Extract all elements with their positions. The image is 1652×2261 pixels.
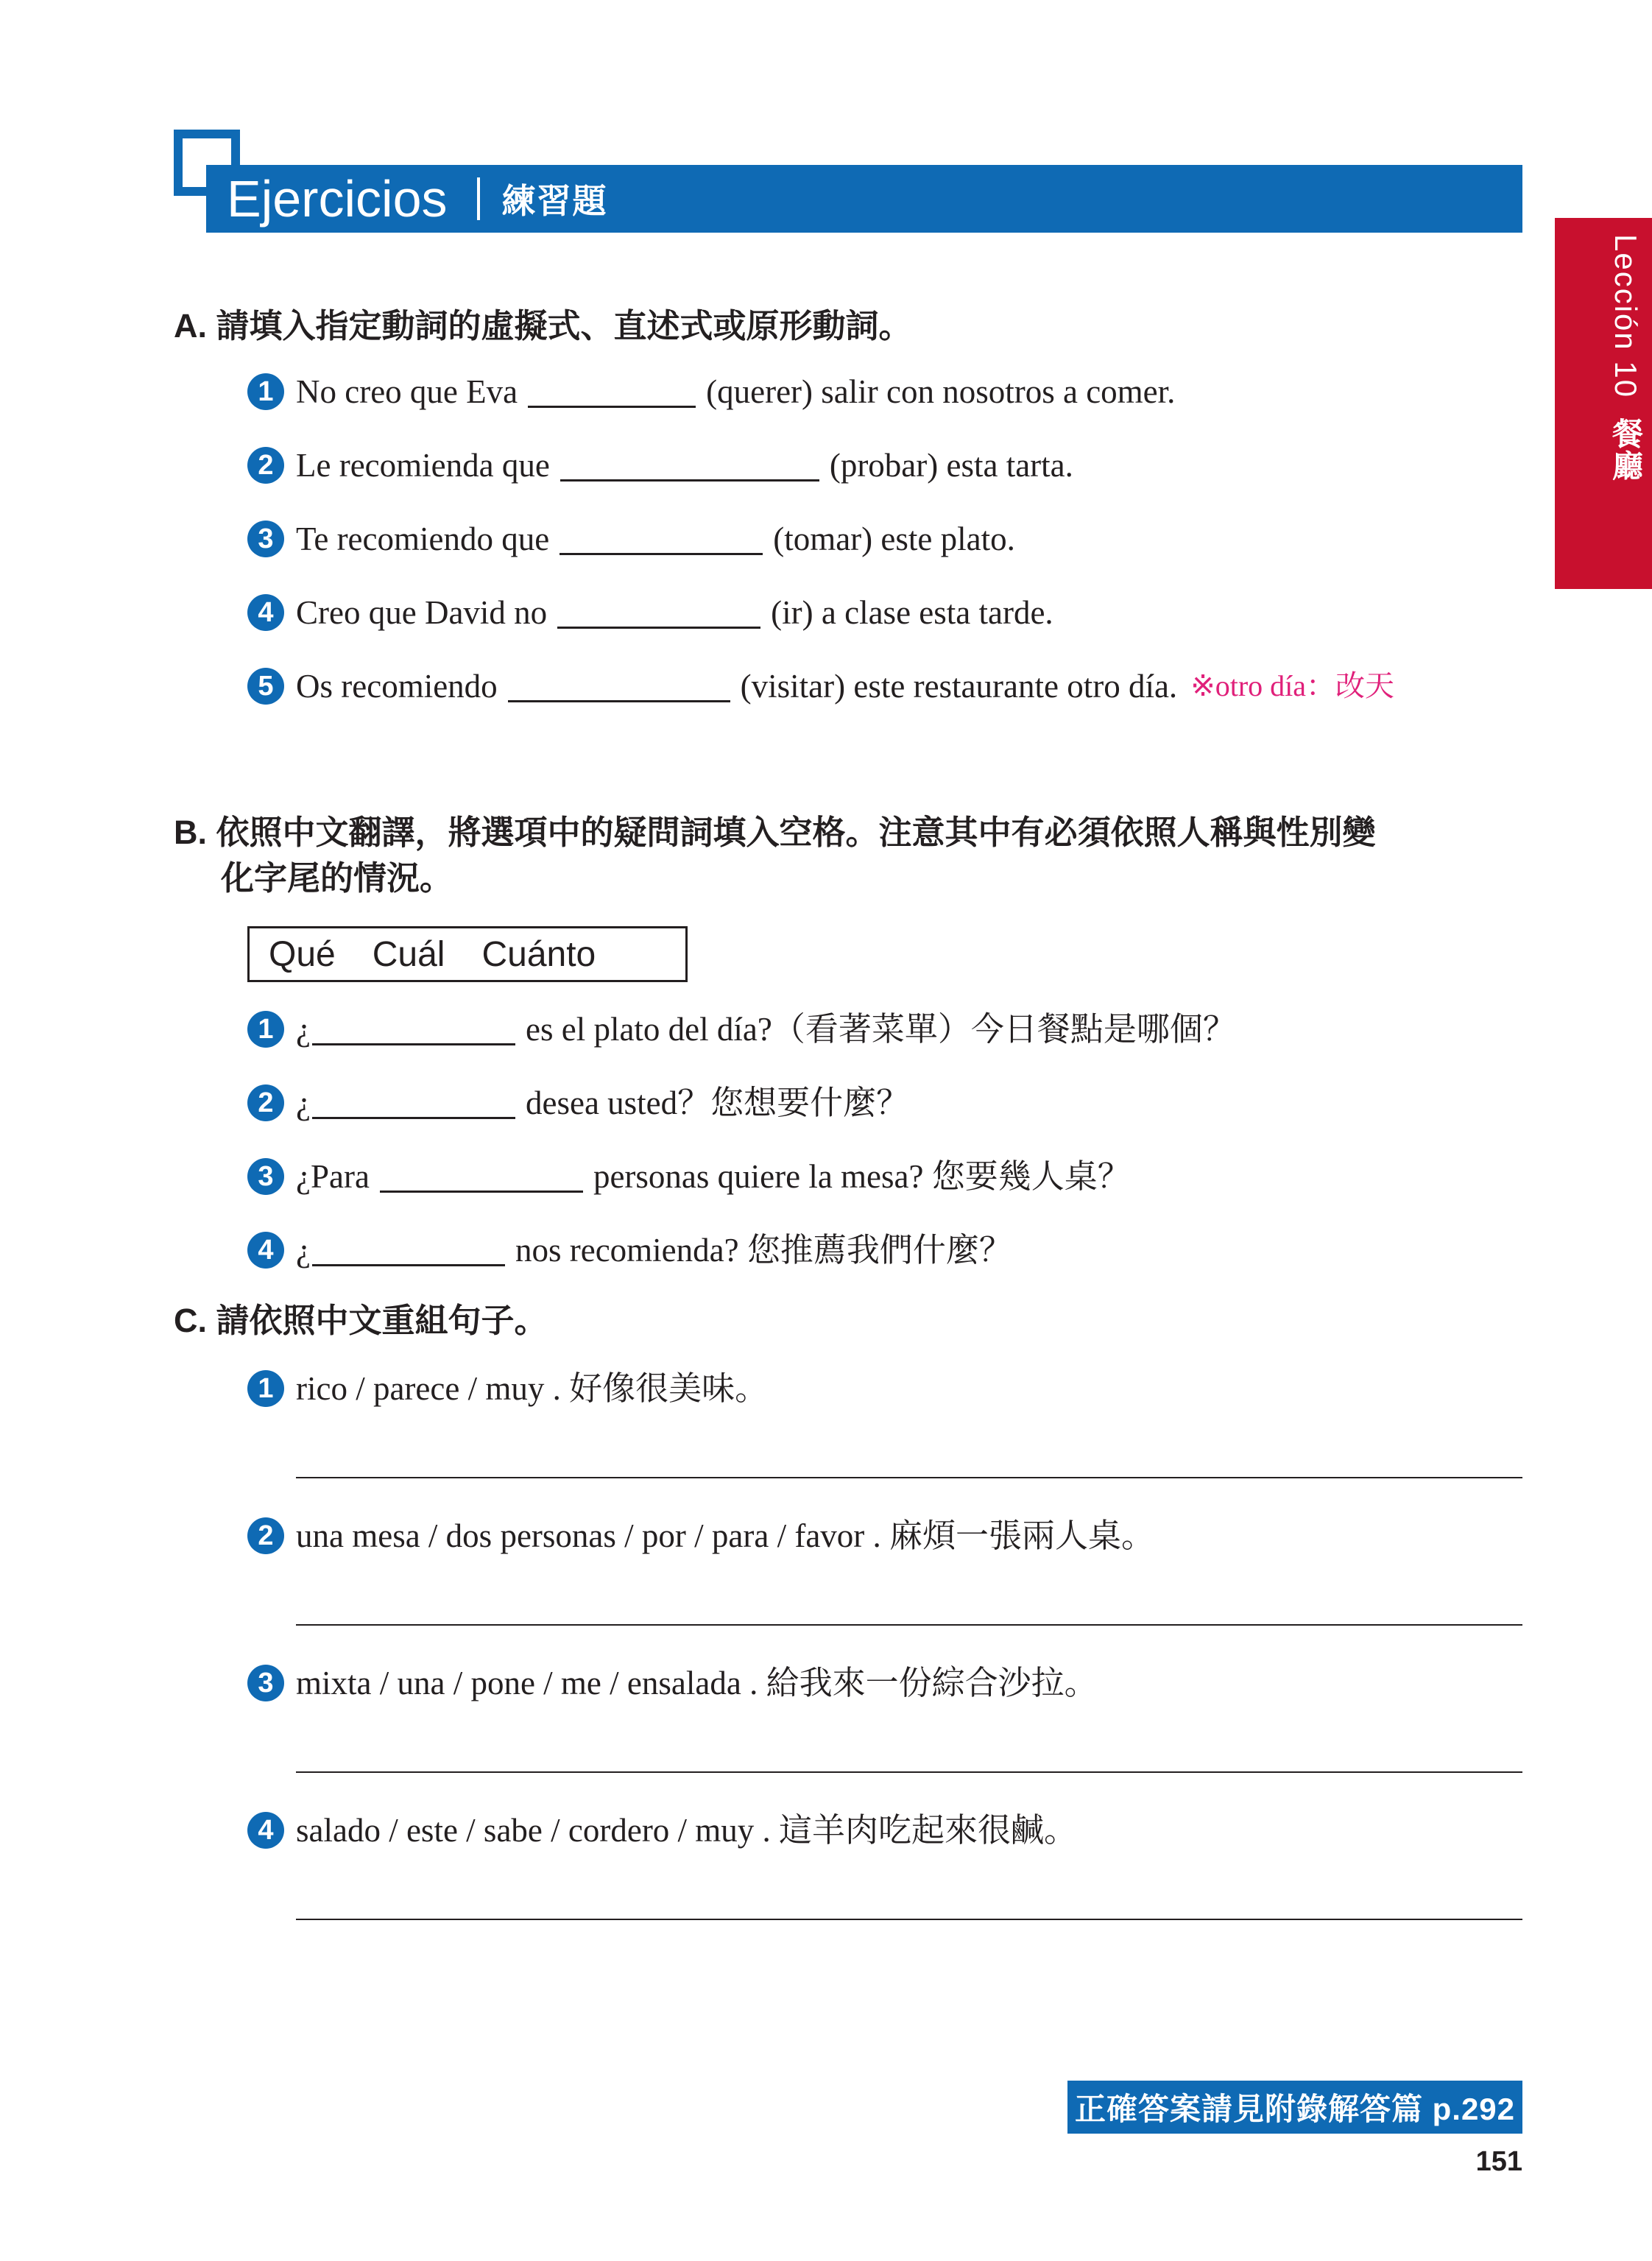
list-item	[247, 1228, 1012, 1272]
item-text: salado / este / sabe / cordero / muy . 這羊肉吃起來很鹹。	[296, 1812, 1078, 1849]
number-badge: 4	[247, 1812, 284, 1849]
page-title: Ejercicios	[227, 170, 448, 227]
item-text-after: nos recomienda? 您推薦我們什麼？	[515, 1232, 1012, 1269]
item-text: mixta / una / pone / me / ensalada . 給我來一份綜合沙拉。	[296, 1665, 1098, 1701]
list-item	[247, 443, 1073, 487]
number-badge: 3	[247, 1158, 284, 1195]
answer-blank[interactable]	[380, 1161, 583, 1193]
list-item	[247, 1808, 1077, 1852]
item-text-before: Le recomienda que	[296, 447, 550, 484]
list-item	[247, 1661, 1098, 1705]
option-word: Cuál	[372, 934, 445, 974]
section-a-heading: A. 請填入指定動詞的虛擬式、直述式或原形動詞。	[174, 307, 912, 345]
number-badge: 1	[247, 373, 284, 410]
item-text-before: ¿	[296, 1232, 311, 1269]
header-divider	[477, 177, 480, 220]
page-number: 151	[1475, 2146, 1522, 2177]
item-text-after: (tomar) este plato.	[773, 521, 1015, 557]
item-text: una mesa / dos personas / por / para / favor . 麻煩一張兩人桌。	[296, 1517, 1155, 1554]
item-text-before: ¿	[296, 1011, 311, 1048]
answer-blank[interactable]	[312, 1235, 505, 1266]
list-item	[247, 517, 1015, 561]
answer-line[interactable]	[296, 1771, 1522, 1773]
item-text-after: es el plato del día?（看著菜單）今日餐點是哪個？	[525, 1011, 1236, 1048]
item-text-before: Os recomiendo	[296, 668, 498, 705]
item-text-after: (querer) salir con nosotros a comer.	[706, 373, 1176, 410]
number-badge: 4	[247, 594, 284, 631]
list-item	[247, 1154, 1131, 1199]
lesson-label: Lección 10	[1609, 234, 1643, 399]
number-badge: 2	[247, 1084, 284, 1121]
answer-blank[interactable]	[528, 376, 696, 408]
answer-line[interactable]	[296, 1919, 1522, 1920]
answer-blank[interactable]	[312, 1014, 515, 1045]
page-subtitle: 練習題	[501, 182, 608, 220]
item-text-before: ¿	[296, 1084, 311, 1121]
number-badge: 5	[247, 668, 284, 705]
number-badge: 1	[247, 1370, 284, 1407]
option-word: Qué	[269, 934, 336, 974]
item-text-before: No creo que Eva	[296, 373, 518, 410]
number-badge: 3	[247, 1665, 284, 1701]
list-item	[247, 664, 1394, 708]
lesson-topic: 餐廳	[1609, 417, 1643, 483]
answer-reference-badge: 正確答案請見附錄解答篇 p.292	[1067, 2081, 1522, 2134]
section-c-heading: C. 請依照中文重組句子。	[174, 1302, 548, 1339]
number-badge: 1	[247, 1011, 284, 1048]
answer-blank[interactable]	[560, 450, 819, 482]
item-text-after: (ir) a clase esta tarde.	[771, 594, 1053, 631]
item-text: rico / parece / muy . 好像很美味。	[296, 1370, 769, 1407]
item-text-before: Creo que David no	[296, 594, 548, 631]
item-text-after: desea usted？您想要什麼？	[525, 1084, 910, 1121]
item-text-after: (visitar) este restaurante otro día.	[740, 668, 1178, 705]
list-item	[247, 590, 1053, 635]
section-b-heading-line1: B. 依照中文翻譯，將選項中的疑問詞填入空格。注意其中有必須依照人稱與性別變	[174, 814, 1376, 851]
list-item	[247, 370, 1175, 414]
item-text-after: personas quiere la mesa? 您要幾人桌？	[593, 1158, 1131, 1195]
option-word: Cuánto	[481, 934, 596, 974]
answer-blank[interactable]	[312, 1087, 515, 1119]
section-b-heading	[174, 810, 1376, 901]
answer-line[interactable]	[296, 1477, 1522, 1478]
vocab-note: ※otro día：改天	[1190, 669, 1395, 702]
answer-line[interactable]	[296, 1624, 1522, 1626]
number-badge: 4	[247, 1232, 284, 1269]
lesson-tab-text	[1603, 234, 1648, 482]
answer-blank[interactable]	[508, 671, 730, 702]
number-badge: 2	[247, 447, 284, 484]
section-b-heading-line2: 化字尾的情況。	[221, 859, 453, 897]
list-item	[247, 1007, 1236, 1051]
list-item	[247, 1514, 1154, 1558]
header-bar	[206, 165, 1522, 233]
number-badge: 2	[247, 1517, 284, 1554]
list-item	[247, 1366, 768, 1411]
item-text-before: ¿Para	[296, 1158, 370, 1195]
item-text-before: Te recomiendo que	[296, 521, 550, 557]
answer-blank[interactable]	[557, 597, 760, 629]
item-text-after: (probar) esta tarta.	[829, 447, 1073, 484]
lesson-side-tab	[1555, 218, 1652, 589]
list-item	[247, 1081, 909, 1125]
word-options-box	[247, 926, 688, 982]
number-badge: 3	[247, 521, 284, 557]
answer-blank[interactable]	[560, 523, 763, 555]
